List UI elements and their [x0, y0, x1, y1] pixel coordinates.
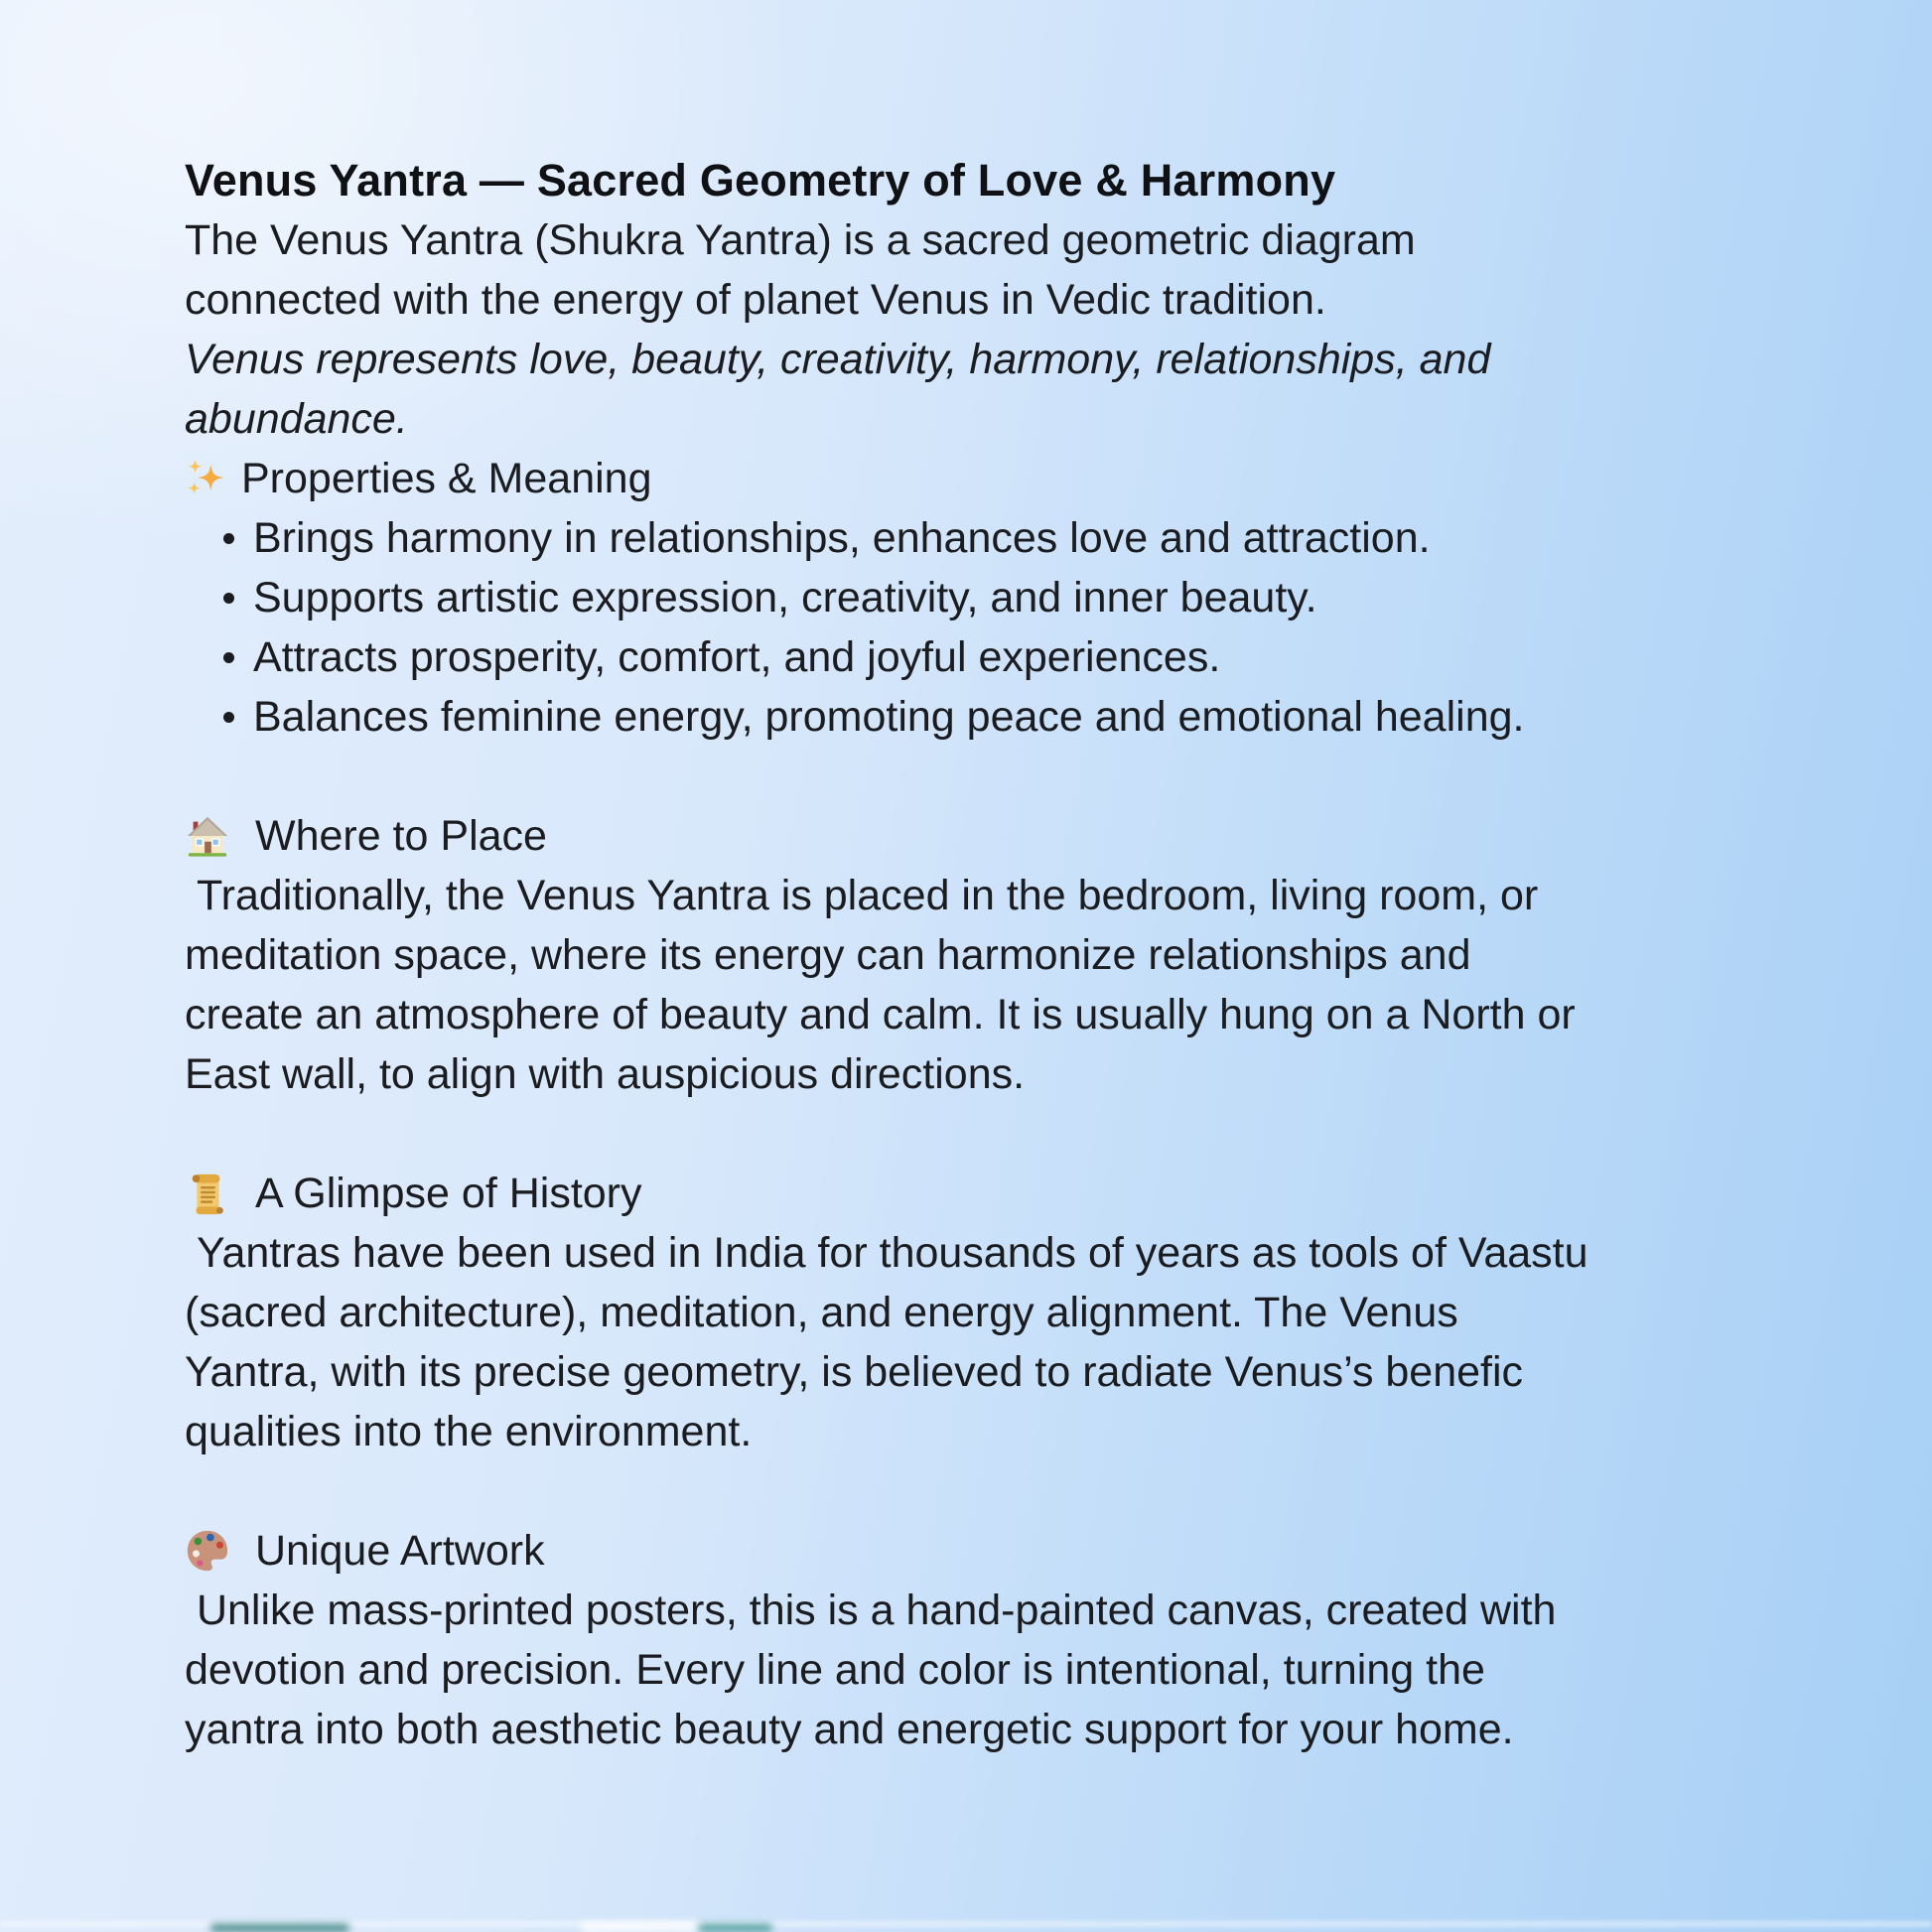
bullet-item: Supports artistic expression, creativity, and inner beauty. [185, 568, 1739, 627]
history-paragraph [185, 1223, 1739, 1461]
paragraph-line: The Venus Yantra (Shukra Yantra) is a sacred geometric diagram [185, 216, 1416, 264]
section-heading-where-to-place [185, 806, 1739, 866]
properties-bullet-list [185, 508, 1739, 747]
bullet-item: Attracts prosperity, comfort, and joyful experiences. [185, 627, 1739, 687]
paragraph-line: meditation space, where its energy can harmonize relationships and [185, 931, 1471, 979]
intro-italic-paragraph [185, 330, 1739, 449]
paragraph-line: yantra into both aesthetic beauty and energetic support for your home. [185, 1706, 1514, 1753]
sparkles-icon [185, 458, 226, 499]
edge-smudge [698, 1924, 772, 1932]
paragraph-line: Venus represents love, beauty, creativity, harmony, relationships, and [185, 336, 1491, 383]
paragraph-line: abundance. [185, 395, 408, 443]
paragraph-line: create an atmosphere of beauty and calm. It is usually hung on a North or [185, 991, 1576, 1038]
paragraph-line: devotion and precision. Every line and color is intentional, turning the [185, 1646, 1485, 1694]
bullet-item: Brings harmony in relationships, enhances love and attraction. [185, 508, 1739, 568]
paragraph-line: Yantra, with its precise geometry, is believed to radiate Venus’s benefic [185, 1348, 1524, 1396]
section-heading-history [185, 1164, 1739, 1223]
paragraph-line: Unlike mass-printed posters, this is a hand-painted canvas, created with [185, 1587, 1557, 1634]
article [185, 151, 1739, 1759]
bullet-item: Balances feminine energy, promoting peace and emotional healing. [185, 687, 1739, 747]
paragraph-line: qualities into the environment. [185, 1408, 753, 1455]
paragraph-line: Traditionally, the Venus Yantra is placed in the bedroom, living room, or [185, 872, 1539, 919]
edge-smudge [210, 1924, 349, 1932]
house-icon [185, 813, 230, 859]
artwork-paragraph [185, 1581, 1739, 1759]
section-heading-label: A Glimpse of History [255, 1170, 642, 1217]
intro-paragraph [185, 210, 1739, 330]
next-image-top-edge [0, 1918, 1932, 1932]
section-heading-label: Unique Artwork [255, 1527, 545, 1575]
section-heading-label: Properties & Meaning [241, 455, 652, 502]
where-to-place-paragraph [185, 866, 1739, 1104]
paragraph-line: (sacred architecture), meditation, and energy alignment. The Venus [185, 1289, 1458, 1336]
paragraph-line: connected with the energy of planet Venus in Vedic tradition. [185, 276, 1326, 324]
edge-smudge [581, 1922, 700, 1932]
paragraph-line: East wall, to align with auspicious directions. [185, 1050, 1026, 1098]
section-heading-properties [185, 449, 1739, 508]
paragraph-line: Yantras have been used in India for thousands of years as tools of Vaastu [185, 1229, 1588, 1277]
palette-icon [185, 1528, 230, 1574]
scroll-icon [185, 1171, 230, 1216]
section-heading-artwork [185, 1521, 1739, 1581]
section-heading-label: Where to Place [255, 812, 547, 860]
page-title: Venus Yantra — Sacred Geometry of Love & Harmony [185, 155, 1336, 206]
